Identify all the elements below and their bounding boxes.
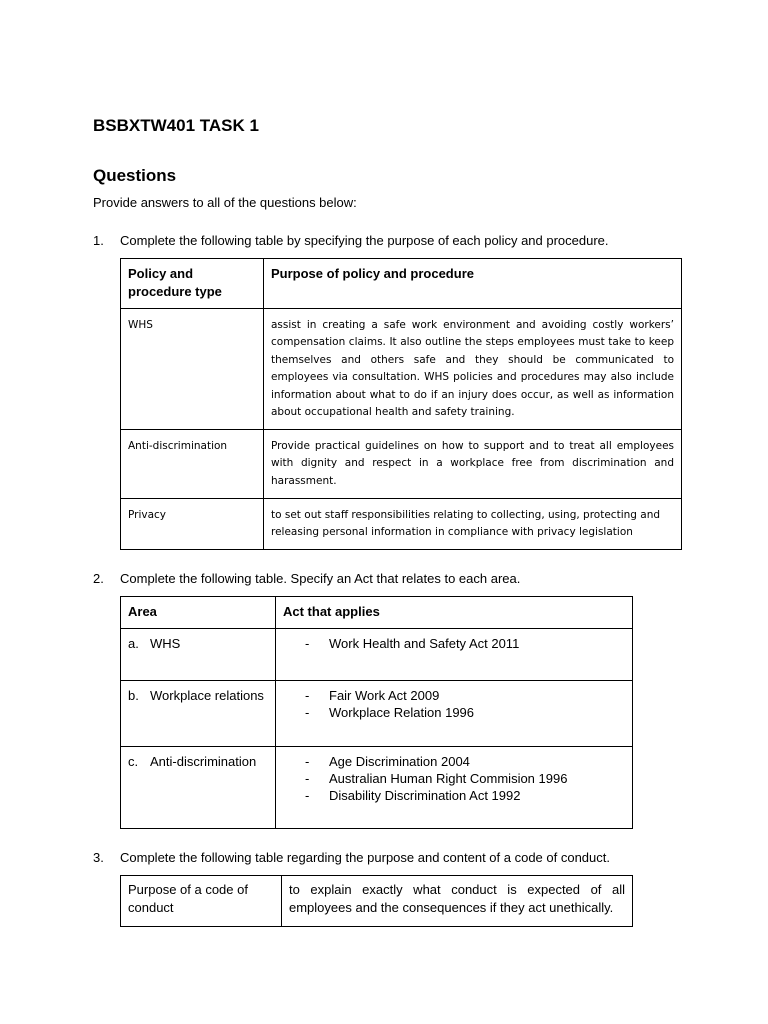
row-letter: c. <box>128 754 139 769</box>
area-label: Anti-discrimination <box>150 754 257 769</box>
table-row <box>121 876 633 927</box>
table-header-row <box>121 597 633 629</box>
act-cell <box>276 629 633 681</box>
policy-type-cell: Anti-discrimination <box>121 430 264 499</box>
question-number: 2. <box>93 571 104 586</box>
question-number: 1. <box>93 233 104 248</box>
area-label: Workplace relations <box>150 688 264 703</box>
purpose-cell: assist in creating a safe work environment and avoiding costly workers’ compensation claims. It also outline the steps employees must take to keep themselves and others safe and they should be communicated to employees via consultation. WHS policies and procedures may also include information about what to do if an injury does occur, as well as information about occupational health and safety training. <box>264 309 682 430</box>
list-item: - Disability Discrimination Act 1992 <box>305 788 521 803</box>
question-text: Complete the following table regarding the purpose and content of a code of conduct. <box>120 850 610 865</box>
table-row <box>121 499 682 550</box>
header-area: Area <box>121 597 276 629</box>
list-item: - Age Discrimination 2004 <box>305 754 470 769</box>
question-text: Complete the following table by specifying the purpose of each policy and procedure. <box>120 233 609 248</box>
purpose-cell: Provide practical guidelines on how to support and to treat all employees with dignity and respect in a workplace free from discrimination and harassment. <box>264 430 682 499</box>
header-act: Act that applies <box>276 597 633 629</box>
purpose-label-cell: Purpose of a code of conduct <box>121 876 282 927</box>
area-cell <box>121 747 276 829</box>
act-cell <box>276 681 633 747</box>
table-row <box>121 309 682 430</box>
table-row <box>121 629 633 681</box>
document-title: BSBXTW401 TASK 1 <box>93 116 259 135</box>
list-item: - Workplace Relation 1996 <box>305 705 475 720</box>
act-table <box>120 596 633 829</box>
question-text: Complete the following table. Specify an Act that relates to each area. <box>120 571 521 586</box>
row-letter: b. <box>128 688 139 703</box>
answer-cell: to explain exactly what conduct is expected of all employees and the consequences if they act unethically. <box>282 876 633 927</box>
question-number: 3. <box>93 850 104 865</box>
table-header-row <box>121 259 682 309</box>
list-item: - Fair Work Act 2009 <box>305 688 440 703</box>
area-cell <box>121 681 276 747</box>
act-cell <box>276 747 633 829</box>
section-heading: Questions <box>93 166 177 185</box>
policy-type-cell: WHS <box>121 309 264 430</box>
header-purpose: Purpose of policy and procedure <box>264 259 682 309</box>
area-label: WHS <box>150 636 181 651</box>
table-row <box>121 681 633 747</box>
purpose-cell: to set out staff responsibilities relating to collecting, using, protecting and releasing personal information in compliance with privacy legislation <box>264 499 682 550</box>
code-of-conduct-table <box>120 875 633 927</box>
list-item: - Australian Human Right Commision 1996 <box>305 771 568 786</box>
table-row <box>121 430 682 499</box>
intro-text: Provide answers to all of the questions below: <box>93 195 357 210</box>
policy-purpose-table <box>120 258 682 550</box>
table-row <box>121 747 633 829</box>
row-letter: a. <box>128 636 139 651</box>
policy-type-cell: Privacy <box>121 499 264 550</box>
header-policy-type: Policy and procedure type <box>121 259 264 309</box>
area-cell <box>121 629 276 681</box>
list-item: - Work Health and Safety Act 2011 <box>305 636 520 651</box>
